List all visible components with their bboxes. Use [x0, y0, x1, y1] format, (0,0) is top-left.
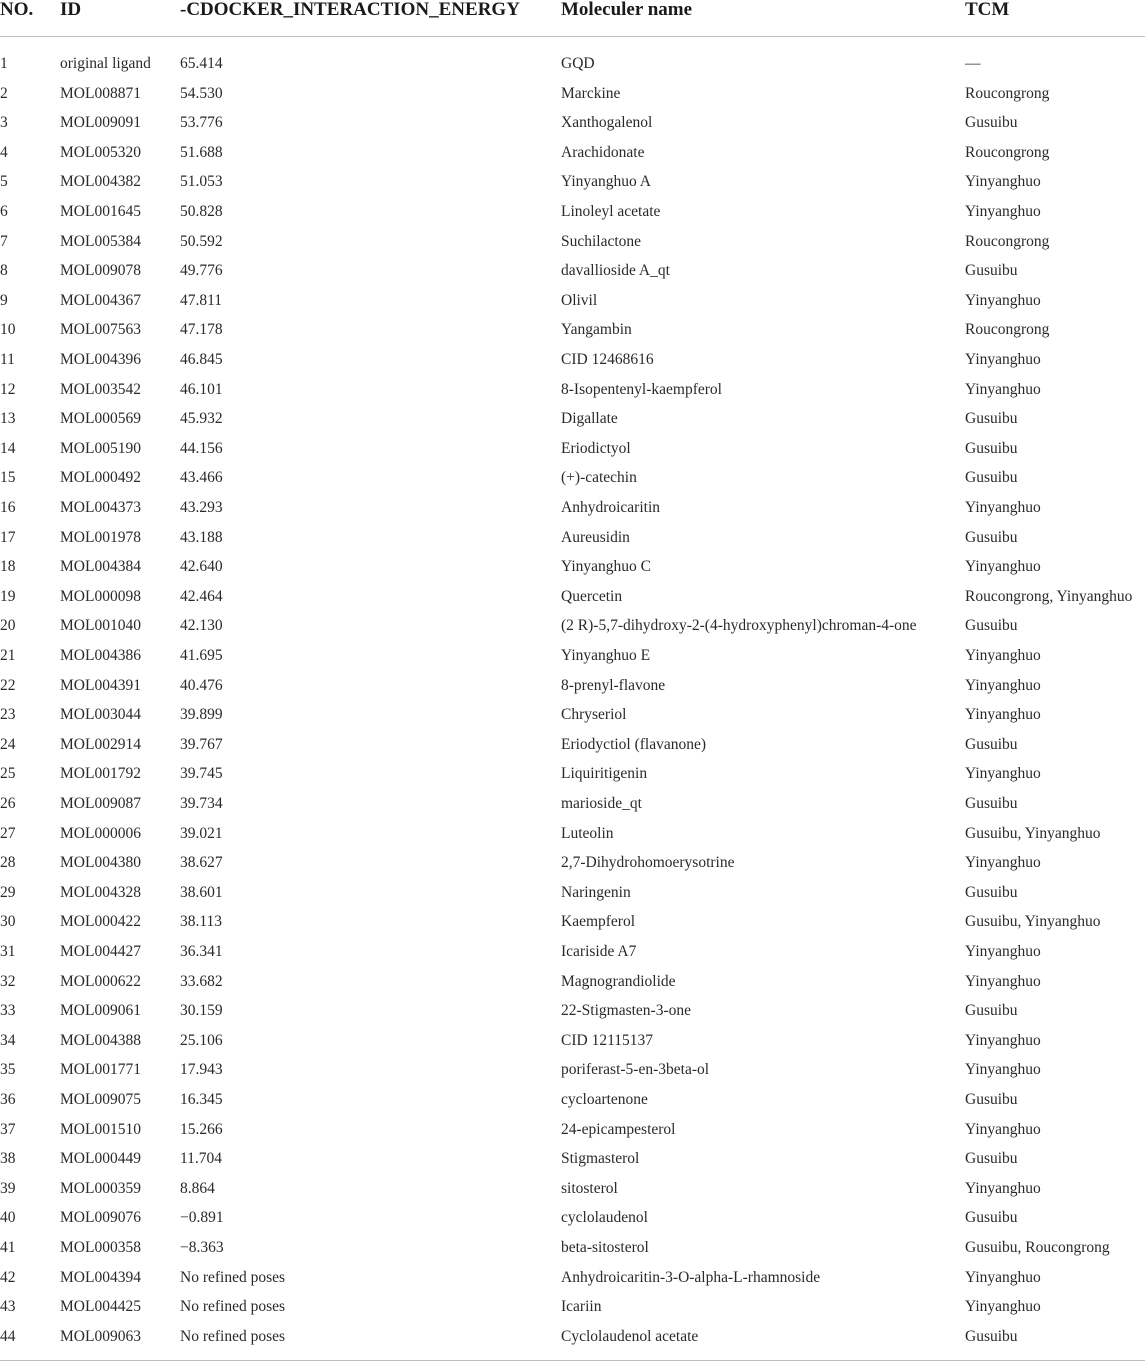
cell-molecule-name: 8-prenyl-flavone [561, 676, 666, 694]
cell-energy: 15.266 [180, 1120, 223, 1138]
cell-no: 40 [0, 1209, 16, 1227]
cell-energy: No refined poses [180, 1298, 286, 1316]
cell-tcm: Gusuibu [965, 439, 1018, 457]
cell-tcm: Yinyanghuo [965, 1031, 1041, 1049]
cell-energy: 47.811 [180, 291, 223, 309]
cell-tcm: Gusuibu, Yinyanghuo [965, 824, 1101, 842]
cell-tcm: Yinyanghuo [965, 765, 1041, 783]
cell-no: 32 [0, 972, 16, 990]
cell-energy: 41.695 [180, 647, 223, 664]
table-row [0, 197, 1145, 227]
cell-molecule-name: Yinyanghuo C [561, 558, 651, 576]
cell-id: MOL007563 [60, 321, 141, 339]
table-row [0, 523, 1145, 553]
cell-energy: 39.021 [180, 824, 223, 842]
cell-energy: 43.293 [180, 499, 223, 516]
table-row [0, 404, 1145, 434]
cell-id: MOL004388 [60, 1031, 141, 1049]
table-row [0, 167, 1145, 197]
cell-molecule-name: Eriodyctiol (flavanone) [561, 735, 707, 753]
cell-no: 24 [0, 735, 16, 753]
cell-no: 2 [0, 84, 8, 102]
cell-energy: 46.101 [180, 380, 223, 398]
cell-no: 29 [0, 883, 16, 901]
table-row [0, 878, 1145, 908]
cell-molecule-name: davallioside A_qt [561, 262, 670, 280]
cell-id: MOL001771 [60, 1061, 141, 1079]
cell-molecule-name: Naringenin [561, 883, 631, 901]
cell-no: 11 [0, 351, 15, 368]
cell-tcm: Yinyanghuo [965, 173, 1041, 191]
cell-tcm: Gusuibu [965, 410, 1018, 428]
cell-molecule-name: Stigmasterol [561, 1150, 640, 1168]
cell-tcm: Yinyanghuo [965, 972, 1041, 990]
cell-energy: 50.592 [180, 232, 223, 250]
cell-energy: 47.178 [180, 321, 223, 339]
cell-tcm: Gusuibu [965, 1002, 1018, 1020]
cell-no: 18 [0, 558, 16, 576]
cell-energy: 65.414 [180, 55, 223, 72]
cell-energy: 38.601 [180, 883, 223, 901]
cell-id: MOL000358 [60, 1239, 141, 1256]
cell-id: MOL009063 [60, 1327, 141, 1345]
cell-molecule-name: (+)-catechin [561, 469, 637, 487]
cell-no: 39 [0, 1179, 16, 1197]
cell-tcm: — [965, 55, 981, 72]
cell-id: MOL009087 [60, 795, 141, 812]
cell-tcm: Gusuibu [965, 1091, 1018, 1108]
header-cdocker-energy: -CDOCKER_INTERACTION_ENERGY [180, 0, 520, 20]
cell-molecule-name: Magnograndiolide [561, 972, 676, 990]
cell-no: 26 [0, 795, 16, 812]
cell-id: MOL000622 [60, 972, 141, 990]
cell-id: MOL001792 [60, 765, 141, 783]
table-row [0, 138, 1145, 168]
cell-molecule-name: 24-epicampesterol [561, 1120, 676, 1138]
table-row [0, 759, 1145, 789]
cell-energy: −0.891 [180, 1209, 224, 1227]
cell-no: 1 [0, 55, 8, 72]
cell-molecule-name: Digallate [561, 410, 618, 428]
cell-tcm: Roucongrong [965, 143, 1050, 161]
cell-tcm: Yinyanghuo [965, 647, 1041, 664]
cell-energy: 36.341 [180, 943, 223, 960]
cell-energy: 33.682 [180, 972, 223, 990]
cell-no: 43 [0, 1298, 16, 1316]
cell-tcm: Yinyanghuo [965, 943, 1041, 960]
cell-energy: 8.864 [180, 1179, 215, 1197]
cell-energy: 54.530 [180, 84, 223, 102]
table-row [0, 256, 1145, 286]
cell-energy: 38.113 [180, 913, 223, 931]
table-row [0, 286, 1145, 316]
cell-molecule-name: Yangambin [561, 321, 632, 339]
table-row [0, 79, 1145, 109]
cell-id: MOL000569 [60, 410, 141, 428]
table-row [0, 937, 1145, 967]
cell-id: MOL009061 [60, 1002, 141, 1020]
cell-id: MOL000359 [60, 1179, 141, 1197]
table-row [0, 1174, 1145, 1204]
cell-molecule-name: Cyclolaudenol acetate [561, 1327, 699, 1345]
cell-molecule-name: Liquiritigenin [561, 765, 648, 783]
cell-no: 9 [0, 291, 8, 309]
header-molecule-name: Moleculer name [561, 0, 693, 20]
cell-tcm: Roucongrong, Yinyanghuo [965, 587, 1133, 605]
cell-no: 22 [0, 676, 16, 694]
table-row [0, 582, 1145, 612]
table-row [0, 315, 1145, 345]
cell-molecule-name: CID 12115137 [561, 1031, 653, 1049]
cell-no: 27 [0, 824, 16, 842]
cell-no: 28 [0, 854, 16, 872]
table-row [0, 700, 1145, 730]
cell-no: 23 [0, 706, 16, 724]
cell-no: 7 [0, 232, 8, 250]
cell-no: 21 [0, 647, 16, 664]
cell-energy: 50.828 [180, 203, 223, 220]
cell-no: 41 [0, 1239, 16, 1256]
cell-no: 10 [0, 321, 16, 339]
cell-no: 20 [0, 617, 16, 635]
cell-energy: 51.688 [180, 143, 223, 161]
table-header-row [0, 0, 1145, 37]
table-row [0, 819, 1145, 849]
cell-no: 31 [0, 943, 16, 960]
cell-tcm: Yinyanghuo [965, 499, 1041, 516]
cell-energy: 40.476 [180, 676, 223, 694]
cell-molecule-name: poriferast-5-en-3beta-ol [561, 1061, 710, 1079]
cell-energy: 44.156 [180, 439, 223, 457]
cell-energy: 43.466 [180, 469, 223, 487]
cell-tcm: Gusuibu [965, 883, 1018, 901]
cell-id: original ligand [60, 55, 151, 72]
table-row [0, 1292, 1145, 1322]
cell-energy: 42.640 [180, 558, 223, 576]
cell-tcm: Yinyanghuo [965, 558, 1041, 576]
cell-tcm: Gusuibu [965, 1150, 1018, 1168]
cell-energy: 25.106 [180, 1031, 223, 1049]
cell-id: MOL003542 [60, 380, 141, 398]
cell-tcm: Gusuibu [965, 795, 1018, 812]
cell-id: MOL009078 [60, 262, 141, 280]
cell-id: MOL004427 [60, 943, 141, 960]
cell-id: MOL004394 [60, 1268, 141, 1286]
cell-id: MOL001040 [60, 617, 141, 635]
header-no: NO. [0, 0, 34, 20]
cell-id: MOL001510 [60, 1120, 141, 1138]
cell-no: 6 [0, 203, 8, 220]
cell-tcm: Gusuibu [965, 528, 1018, 546]
table-row [0, 1263, 1145, 1293]
cell-energy: 39.899 [180, 706, 223, 724]
cell-no: 12 [0, 380, 16, 398]
cell-no: 8 [0, 262, 8, 280]
cell-id: MOL005384 [60, 232, 141, 250]
cell-tcm: Gusuibu [965, 114, 1018, 132]
cell-molecule-name: Kaempferol [561, 913, 636, 931]
cell-molecule-name: GQD [561, 55, 595, 72]
cell-tcm: Gusuibu [965, 262, 1018, 280]
cell-id: MOL009075 [60, 1091, 141, 1108]
cell-no: 5 [0, 173, 8, 191]
cell-molecule-name: beta-sitosterol [561, 1239, 649, 1256]
table-row [0, 1144, 1145, 1174]
cell-energy: 39.745 [180, 765, 223, 783]
cell-energy: 16.345 [180, 1091, 223, 1108]
cell-molecule-name: cyclolaudenol [561, 1209, 648, 1227]
cell-tcm: Roucongrong [965, 84, 1050, 102]
cell-molecule-name: Icariside A7 [561, 943, 637, 960]
cell-no: 38 [0, 1150, 16, 1168]
cell-molecule-name: 22-Stigmasten-3-one [561, 1002, 692, 1020]
cell-energy: 51.053 [180, 173, 223, 191]
cell-molecule-name: sitosterol [561, 1179, 618, 1197]
table-row [0, 1026, 1145, 1056]
cell-tcm: Gusuibu [965, 1327, 1018, 1345]
cell-molecule-name: 2,7-Dihydrohomoerysotrine [561, 854, 735, 872]
cell-no: 37 [0, 1120, 16, 1138]
cell-id: MOL005190 [60, 439, 141, 457]
cell-molecule-name: Olivil [561, 291, 598, 309]
cell-id: MOL001978 [60, 528, 141, 546]
cell-id: MOL001645 [60, 203, 141, 220]
cell-no: 4 [0, 143, 8, 161]
cell-energy: 39.767 [180, 735, 223, 753]
cell-no: 25 [0, 765, 16, 783]
table-row [0, 848, 1145, 878]
table-row [0, 108, 1145, 138]
table-row [0, 907, 1145, 937]
cell-energy: 46.845 [180, 351, 223, 368]
cell-id: MOL004384 [60, 558, 141, 576]
cell-molecule-name: Marckine [561, 84, 621, 102]
cell-molecule-name: Arachidonate [561, 143, 645, 161]
cell-tcm: Yinyanghuo [965, 1120, 1041, 1138]
cell-tcm: Yinyanghuo [965, 291, 1041, 309]
cell-molecule-name: (2 R)-5,7-dihydroxy-2-(4-hydroxyphenyl)chroman-4-one [561, 617, 917, 635]
table-row [0, 1115, 1145, 1145]
cell-id: MOL004328 [60, 883, 141, 901]
cell-molecule-name: Eriodictyol [561, 439, 631, 457]
cell-molecule-name: Anhydroicaritin [561, 499, 661, 516]
cell-energy: 38.627 [180, 854, 223, 872]
table-row [0, 552, 1145, 582]
cell-tcm: Yinyanghuo [965, 351, 1041, 368]
cell-tcm: Yinyanghuo [965, 1298, 1041, 1316]
cell-tcm: Roucongrong [965, 321, 1050, 339]
cell-no: 36 [0, 1091, 16, 1108]
table-row [0, 641, 1145, 671]
cell-no: 13 [0, 410, 16, 428]
cell-id: MOL004373 [60, 499, 141, 516]
cell-molecule-name: Yinyanghuo A [561, 173, 651, 191]
cell-molecule-name: Chryseriol [561, 706, 627, 724]
cell-molecule-name: Suchilactone [561, 232, 642, 250]
cell-tcm: Yinyanghuo [965, 203, 1041, 220]
cell-energy: 11.704 [180, 1150, 223, 1168]
cell-tcm: Gusuibu [965, 469, 1018, 487]
cell-molecule-name: Yinyanghuo E [561, 647, 651, 664]
cell-molecule-name: Quercetin [561, 587, 623, 605]
cell-molecule-name: Anhydroicaritin-3-O-alpha-L-rhamnoside [561, 1268, 821, 1286]
cell-energy: 49.776 [180, 262, 223, 280]
cell-id: MOL000098 [60, 587, 141, 605]
cell-tcm: Gusuibu [965, 617, 1018, 635]
cell-energy: 30.159 [180, 1002, 223, 1020]
cell-tcm: Gusuibu [965, 1209, 1018, 1227]
cell-tcm: Yinyanghuo [965, 706, 1041, 724]
cell-energy: 42.130 [180, 617, 223, 635]
cell-tcm: Yinyanghuo [965, 854, 1041, 872]
cell-energy: 53.776 [180, 114, 223, 132]
cell-energy: −8.363 [180, 1239, 224, 1256]
table-row [0, 1055, 1145, 1085]
cell-energy: 17.943 [180, 1061, 223, 1079]
cell-tcm: Yinyanghuo [965, 1061, 1041, 1079]
cell-tcm: Gusuibu [965, 735, 1018, 753]
cell-no: 17 [0, 528, 16, 546]
table-row [0, 1085, 1145, 1115]
table-row [0, 967, 1145, 997]
table-row [0, 1322, 1145, 1352]
cell-energy: No refined poses [180, 1327, 286, 1345]
table-row [0, 463, 1145, 493]
cell-id: MOL005320 [60, 143, 141, 161]
cell-molecule-name: Xanthogalenol [561, 114, 653, 132]
cell-id: MOL004425 [60, 1298, 141, 1316]
table-row [0, 996, 1145, 1026]
cell-no: 34 [0, 1031, 16, 1049]
table-bottom-rule [0, 1360, 1145, 1361]
cell-id: MOL003044 [60, 706, 141, 724]
cell-no: 14 [0, 439, 16, 457]
cell-id: MOL004382 [60, 173, 141, 191]
cell-no: 16 [0, 499, 16, 516]
cell-id: MOL004367 [60, 291, 141, 309]
cell-tcm: Yinyanghuo [965, 1268, 1041, 1286]
cell-tcm: Gusuibu, Yinyanghuo [965, 913, 1101, 931]
cell-tcm: Roucongrong [965, 232, 1050, 250]
cell-molecule-name: cycloartenone [561, 1091, 648, 1108]
cell-id: MOL004386 [60, 647, 141, 664]
cell-no: 15 [0, 469, 16, 487]
table-row [0, 611, 1145, 641]
cell-no: 35 [0, 1061, 16, 1079]
cell-molecule-name: Luteolin [561, 824, 614, 842]
header-tcm: TCM [965, 0, 1010, 20]
cell-molecule-name: CID 12468616 [561, 351, 654, 368]
table-row [0, 789, 1145, 819]
cell-id: MOL004396 [60, 351, 141, 368]
cell-no: 44 [0, 1327, 16, 1345]
cell-molecule-name: 8-Isopentenyl-kaempferol [561, 380, 722, 398]
table-row [0, 345, 1145, 375]
table-row [0, 730, 1145, 760]
cell-id: MOL004380 [60, 854, 141, 872]
cell-energy: 45.932 [180, 410, 223, 428]
cell-molecule-name: marioside_qt [561, 795, 642, 812]
cell-molecule-name: Linoleyl acetate [561, 203, 661, 220]
table-row [0, 434, 1145, 464]
cell-energy: 43.188 [180, 528, 223, 546]
table-row [0, 49, 1145, 79]
cell-id: MOL008871 [60, 84, 141, 102]
cell-id: MOL002914 [60, 735, 141, 753]
cell-tcm: Yinyanghuo [965, 380, 1041, 398]
cell-energy: 42.464 [180, 587, 223, 605]
table-row [0, 227, 1145, 257]
table-row [0, 375, 1145, 405]
cell-tcm: Gusuibu, Roucongrong [965, 1239, 1110, 1256]
cell-id: MOL000449 [60, 1150, 141, 1168]
cell-no: 3 [0, 114, 8, 132]
cell-id: MOL009091 [60, 114, 141, 132]
cell-id: MOL000492 [60, 469, 141, 487]
cell-tcm: Yinyanghuo [965, 676, 1041, 694]
table-row [0, 493, 1145, 523]
cell-energy: No refined poses [180, 1268, 286, 1286]
cell-molecule-name: Aureusidin [561, 528, 630, 546]
header-id: ID [60, 0, 82, 20]
cell-id: MOL009076 [60, 1209, 141, 1227]
cell-no: 30 [0, 913, 16, 931]
cell-id: MOL000422 [60, 913, 141, 931]
table-row [0, 1233, 1145, 1263]
cell-molecule-name: Icariin [561, 1298, 602, 1316]
cell-energy: 39.734 [180, 795, 223, 812]
cell-id: MOL000006 [60, 824, 141, 842]
cell-no: 33 [0, 1002, 16, 1020]
cell-no: 19 [0, 587, 16, 605]
table-row [0, 671, 1145, 701]
cell-tcm: Yinyanghuo [965, 1179, 1041, 1197]
table-row [0, 1203, 1145, 1233]
cell-no: 42 [0, 1268, 16, 1286]
cell-id: MOL004391 [60, 676, 141, 694]
